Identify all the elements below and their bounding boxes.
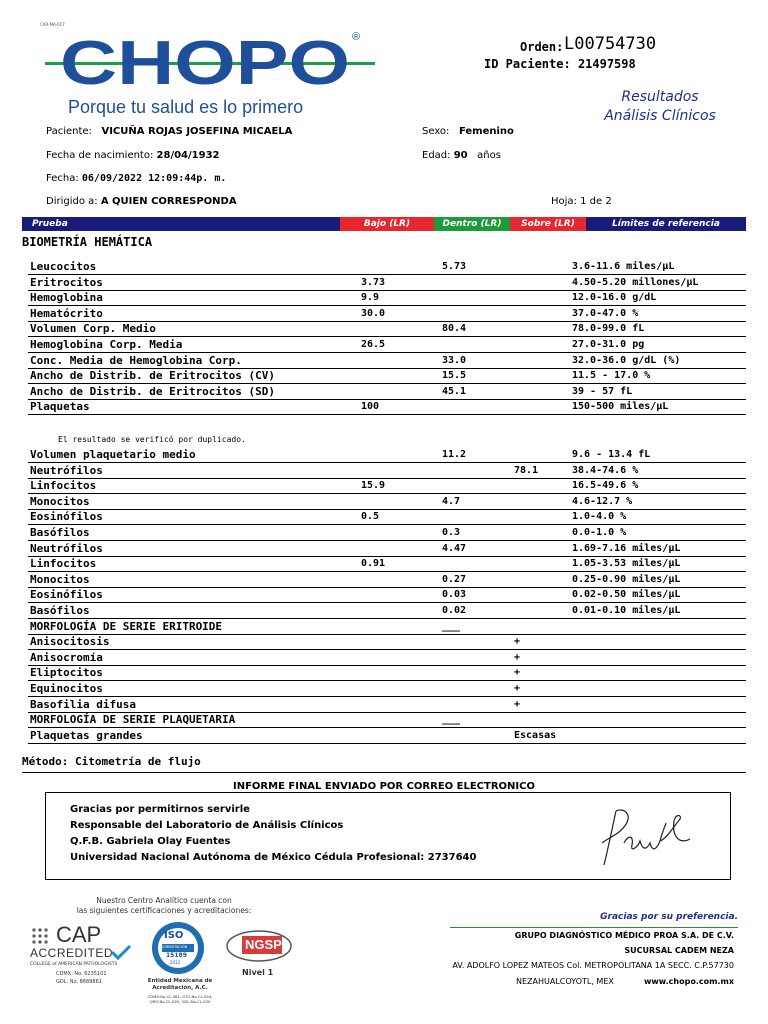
value-low: 15.9: [361, 480, 386, 492]
test-name: Plaquetas grandes: [30, 728, 143, 742]
page-number: [551, 196, 612, 207]
cap-cdmx: CDMX: No. 6235101: [56, 971, 107, 977]
certifications-block: [28, 892, 300, 1004]
iso-word: ISO: [164, 930, 184, 941]
reference-range: 1.0-4.0 %: [572, 511, 627, 523]
reference-range: 38.4-74.6 %: [572, 464, 639, 476]
date-value: 06/09/2022 12:09:44p. m.: [81, 173, 227, 184]
value-in-range: ___: [442, 620, 461, 632]
test-name: Eritrocitos: [30, 275, 103, 289]
report-date: [46, 173, 226, 184]
signature-thanks: Gracias por permitirnos servirle: [70, 804, 250, 815]
test-name: Ancho de Distrib. de Eritrocitos (CV): [30, 369, 276, 383]
sex-value: Femenino: [458, 126, 514, 137]
table-row: [28, 275, 746, 291]
table-row: [28, 306, 746, 322]
test-name: Hematócrito: [30, 306, 103, 320]
table-row: [28, 447, 746, 463]
table-row: [28, 728, 746, 744]
table-row: [28, 463, 746, 479]
ngsp-certification: [224, 928, 298, 998]
chopo-logo-graphic: [40, 18, 380, 98]
value-high: 78.1: [514, 464, 539, 476]
directed-value: A QUIEN CORRESPONDA: [100, 196, 237, 207]
iso-year: 2012: [170, 960, 181, 965]
table-row: [28, 353, 746, 369]
table-row: [28, 712, 746, 728]
test-name: Basofilia difusa: [30, 697, 136, 711]
footer-branch: SUCURSAL CADEM NEZA: [624, 946, 734, 955]
test-name: Linfocitos: [30, 557, 97, 571]
footer-address: AV. ADOLFO LOPEZ MATEOS Col. METROPOLITANA 1A SECC. C.P.57730: [452, 961, 734, 970]
test-name: Linfocitos: [30, 479, 97, 493]
test-name: Eliptocitos: [30, 666, 103, 680]
reference-range: 11.5 - 17.0 %: [572, 370, 651, 382]
section-title: BIOMETRÍA HEMÁTICA: [22, 235, 153, 249]
value-in-range: 0.03: [442, 589, 467, 601]
iso-accreditation: [138, 920, 222, 1004]
reference-range: 1.69-7.16 miles/µL: [572, 542, 681, 554]
ema-line4: QRO:No.CL-095, GDL:No.CL-030: [149, 999, 211, 1004]
table-row: [28, 384, 746, 400]
directed-to: [46, 196, 237, 207]
footer-divider: [450, 927, 738, 928]
results-table-header: [22, 217, 746, 231]
cap-college: COLLEGE of AMERICAN PATHOLOGISTS: [30, 962, 118, 967]
results-title-line1: Resultados: [621, 89, 699, 105]
table-row: [28, 494, 746, 510]
cert-intro-line1: Nuestro Centro Analítico cuenta con: [96, 896, 232, 905]
cap-dots-icon: [30, 926, 54, 948]
footer-thanks: Gracias por su preferencia.: [600, 912, 738, 922]
value-low: 0.5: [361, 511, 380, 523]
table-row: [28, 541, 746, 557]
handwritten-signature: [594, 799, 704, 873]
dob-value: 28/04/1932: [156, 150, 220, 161]
logo-wordmark: CHOPO: [60, 29, 350, 98]
age-unit: años: [477, 150, 501, 161]
footer-company: GRUPO DIAGNÓSTICO MÉDICO PROA S.A. DE C.V.: [514, 931, 734, 940]
date-label: Fecha:: [46, 173, 79, 184]
test-name: Neutrófilos: [30, 541, 103, 555]
value-high: +: [514, 698, 521, 710]
test-name: MORFOLOGÍA DE SERIE ERITROIDE: [30, 619, 223, 633]
patient-dob: [46, 150, 220, 161]
header-dentro: Dentro (LR): [434, 217, 510, 231]
test-name: Eosinófilos: [30, 588, 103, 602]
table-row: [28, 665, 746, 681]
duplicate-note: El resultado se verificó por duplicado.: [58, 435, 246, 444]
value-in-range: 15.5: [442, 370, 467, 382]
value-in-range: 5.73: [442, 261, 467, 272]
table-row: [28, 619, 746, 635]
value-in-range: 4.47: [442, 542, 467, 554]
value-in-range: 45.1: [442, 385, 467, 397]
test-name: Monocitos: [30, 572, 90, 586]
value-high: Escasas: [514, 729, 557, 741]
value-low: 30.0: [361, 307, 386, 319]
registered-mark: ®: [352, 31, 361, 43]
value-low: 3.73: [361, 276, 386, 288]
method-text: Método: Citometría de flujo: [22, 755, 201, 768]
signature-license: Universidad Nacional Autónoma de México Cédula Profesional: 2737640: [70, 852, 477, 863]
iso-sub: ACREDITACIÓN: [161, 945, 188, 949]
orden-label: Orden:: [520, 40, 564, 54]
ngsp-text: NGSP: [245, 937, 282, 952]
value-high: +: [514, 683, 521, 694]
age-value: 90: [453, 150, 468, 161]
patient-name-value: VICUÑA ROJAS JOSEFINA MICAELA: [101, 126, 293, 137]
certifications-intro: [28, 896, 300, 916]
table-row: [28, 525, 746, 541]
age-label: Edad:: [422, 150, 451, 161]
footer-city: NEZAHUALCOYOTL, MEX: [516, 977, 614, 986]
value-in-range: 0.3: [442, 527, 461, 538]
value-high: +: [514, 667, 521, 679]
reference-range: 4.6-12.7 %: [572, 495, 633, 507]
results-title-line2: Análisis Clínicos: [604, 108, 716, 124]
reference-range: 37.0-47.0 %: [572, 307, 639, 319]
orden-value: L00754730: [564, 34, 657, 54]
signature-name: Q.F.B. Gabriela Olay Fuentes: [70, 836, 231, 847]
test-name: MORFOLOGÍA DE SERIE PLAQUETARIA: [30, 713, 236, 727]
sex-label: Sexo:: [422, 126, 450, 137]
cap-gdl: GDL: No. 8689861: [56, 979, 102, 985]
value-high: +: [514, 651, 521, 663]
table-row: [28, 572, 746, 588]
dob-label: Fecha de nacimiento:: [46, 150, 154, 161]
id-paciente-value: 21497598: [577, 57, 636, 71]
patient-sex: [422, 126, 514, 137]
value-in-range: 0.27: [442, 573, 467, 585]
test-name: Basófilos: [30, 604, 90, 617]
test-name: Plaquetas: [30, 400, 90, 414]
table-row: [28, 634, 746, 650]
reference-range: 39 - 57 fL: [572, 385, 633, 397]
value-in-range: 4.7: [442, 495, 461, 507]
cert-intro-line2: las siguientes certificaciones y acreditaciones:: [76, 906, 252, 915]
header-bajo: Bajo (LR): [340, 217, 434, 231]
table-row: [28, 556, 746, 572]
value-high: +: [514, 636, 521, 648]
page-label: Hoja:: [551, 196, 577, 207]
test-name: Hemoglobina Corp. Media: [30, 338, 183, 351]
table-row: [28, 509, 746, 525]
ema-numbers: [134, 994, 226, 1004]
value-in-range: 33.0: [442, 354, 467, 366]
test-name: Ancho de Distrib. de Eritrocitos (SD): [30, 384, 276, 398]
value-in-range: 11.2: [442, 449, 467, 460]
header-prueba: Prueba: [22, 217, 340, 231]
reference-range: 4.50-5.20 millones/µL: [572, 276, 699, 288]
test-name: Anisocitosis: [30, 635, 110, 649]
reference-range: 9.6 - 13.4 fL: [572, 449, 651, 460]
table-row: [28, 337, 746, 353]
page-value: 1 de 2: [580, 196, 612, 207]
ema-text: [138, 978, 222, 992]
test-name: Basófilos: [30, 526, 90, 539]
reference-range: 0.25-0.90 miles/µL: [572, 573, 681, 585]
reference-range: 3.6-11.6 miles/µL: [572, 261, 675, 272]
reference-range: 150-500 miles/µL: [572, 401, 669, 413]
test-name: Eosinófilos: [30, 510, 103, 524]
reference-range: 1.05-3.53 miles/µL: [572, 558, 681, 570]
patient-name-label: Paciente:: [46, 126, 92, 137]
test-name: Conc. Media de Hemoglobina Corp.: [30, 353, 242, 367]
reference-range: 32.0-36.0 g/dL (%): [572, 354, 681, 366]
value-low: 9.9: [361, 292, 380, 304]
id-paciente: [484, 57, 636, 71]
ema-line2: Acreditación, A.C.: [152, 985, 208, 991]
test-name: Hemoglobina: [30, 291, 103, 305]
header-sobre: Sobre (LR): [510, 217, 586, 231]
patient-name: [46, 126, 292, 137]
footer-website[interactable]: www.chopo.com.mx: [643, 977, 734, 986]
table-row: [28, 321, 746, 337]
signature-responsible: Responsable del Laboratorio de Análisis Clínicos: [70, 820, 344, 831]
patient-age: [422, 150, 501, 161]
reference-range: 0.02-0.50 miles/µL: [572, 589, 681, 601]
checkmark-icon: [110, 944, 132, 960]
ngsp-level: Nivel 1: [242, 968, 274, 977]
value-low: 26.5: [361, 339, 386, 350]
cap-title: CAP: [56, 922, 102, 947]
test-name: Equinocitos: [30, 682, 103, 695]
table-row: [28, 259, 746, 275]
ema-line3: CDMX:No.CL-081, GTO:No.CL-094,: [147, 994, 213, 999]
divider: [22, 772, 746, 773]
reference-range: 78.0-99.0 fL: [572, 323, 645, 335]
final-report-notice: INFORME FINAL ENVIADO POR CORREO ELECTRONICO: [233, 781, 535, 792]
value-in-range: ___: [442, 714, 461, 726]
table-row: [28, 478, 746, 494]
reference-range: 0.01-0.10 miles/µL: [572, 605, 681, 616]
table-row: [28, 587, 746, 603]
iso-number: 15189: [166, 952, 187, 959]
test-name: Anisocromía: [30, 650, 103, 664]
signature-box: [45, 792, 731, 880]
cap-accredited: ACCREDITED: [30, 946, 114, 960]
cap-accreditation: [28, 924, 138, 1004]
table-row: [28, 603, 746, 619]
results-title: [590, 88, 730, 126]
document-code: CAR-MA-017: [40, 22, 65, 27]
test-name: Neutrófilos: [30, 463, 103, 477]
table-row: [28, 681, 746, 697]
test-name: Volumen Corp. Medio: [30, 322, 156, 336]
reference-range: 12.0-16.0 g/dL: [572, 292, 657, 304]
directed-label: Dirigido a:: [46, 196, 98, 207]
value-low: 0.91: [361, 558, 386, 570]
value-in-range: 80.4: [442, 323, 467, 335]
table-row: [28, 368, 746, 384]
table-row: [28, 697, 746, 713]
id-paciente-label: ID Paciente:: [484, 57, 571, 71]
table-row: [28, 650, 746, 666]
test-name: Monocitos: [30, 494, 90, 508]
header-limites: Límites de referencia: [586, 217, 746, 231]
table-row: [28, 399, 746, 415]
logo-tagline: Porque tu salud es lo primero: [68, 97, 304, 117]
ema-line1: Entidad Mexicana de: [147, 978, 213, 984]
reference-range: 27.0-31.0 pg: [572, 339, 645, 350]
reference-range: 0.0-1.0 %: [572, 527, 627, 538]
test-name: Leucocitos: [30, 260, 97, 273]
test-name: Volumen plaquetario medio: [30, 448, 196, 461]
table-row: [28, 290, 746, 306]
value-low: 100: [361, 401, 380, 413]
value-in-range: 0.02: [442, 605, 467, 616]
reference-range: 16.5-49.6 %: [572, 480, 639, 492]
